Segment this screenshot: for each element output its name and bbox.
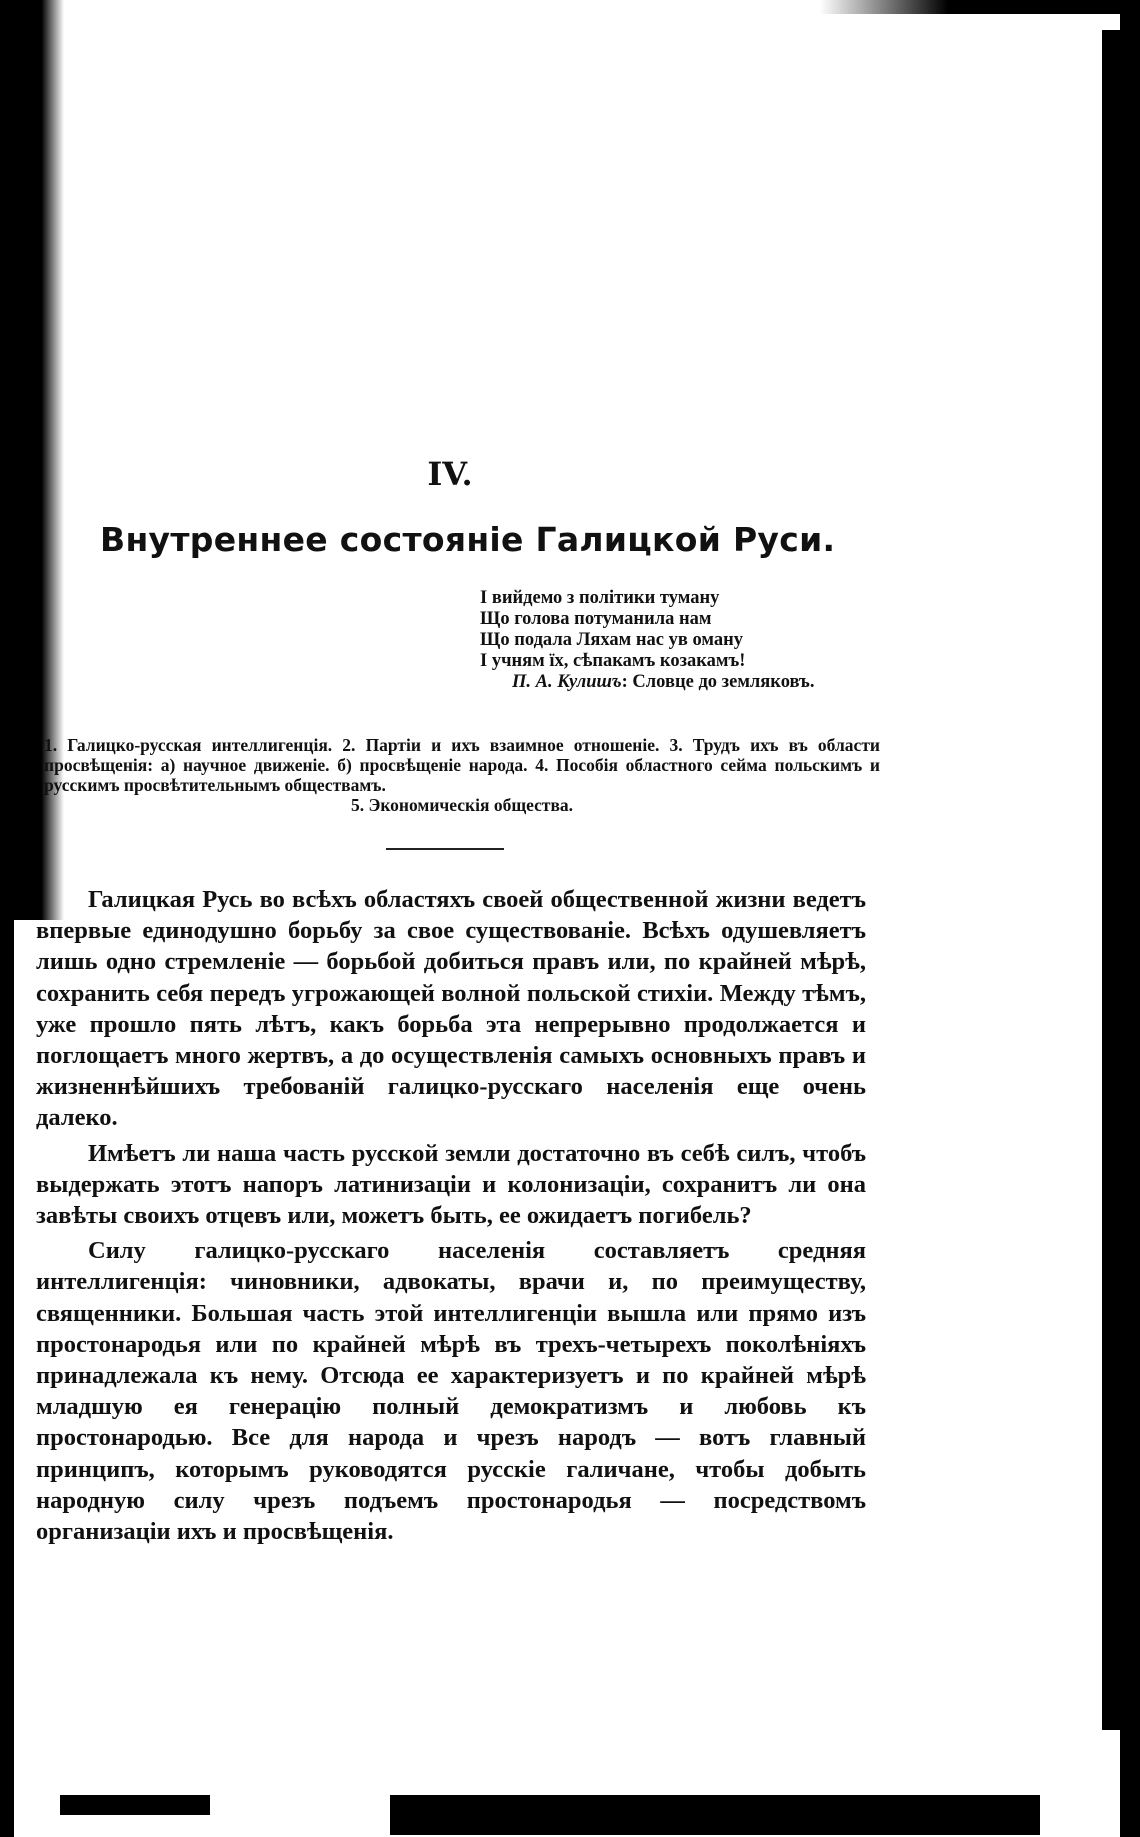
scan-edge-right-inner: [1102, 30, 1120, 1730]
body-paragraph: Имѣетъ ли наша часть русской земли достаточно въ себѣ силъ, чтобъ выдержать этотъ напоръ латинизаціи и колонизаціи, сохранитъ ли она завѣты своихъ отцевъ или, можетъ быть, ее ожидаетъ погибель?: [36, 1139, 866, 1230]
epigraph-line: І вийдемо з політики туману: [480, 588, 720, 608]
epigraph-attribution: [480, 672, 890, 693]
scan-edge-bottom: [390, 1795, 1040, 1835]
scan-edge-bottom-left: [60, 1795, 210, 1815]
body-paragraph: Галицкая Русь во всѣхъ областяхъ своей общественной жизни ведетъ впервые единодушно борьбу за свое существованіе. Всѣхъ одушевляетъ лишь одно стремленіе — борьбой добиться правъ или, по крайней мѣрѣ, сохранить себя передъ угрожающей волной польской стихіи. Между тѣмъ, уже прошло пять лѣтъ, какъ борьба эта непрерывно продолжается и поглощаетъ много жертвъ, а до осуществленія самыхъ основныхъ правъ и жизненнѣйшихъ требованій галицко-русскаго населенія еще очень далеко.: [36, 886, 866, 1132]
chapter-title: Внутреннее состояніе Галицкой Руси.: [100, 520, 836, 559]
scan-edge-left: [0, 0, 14, 1837]
separator-rule: [386, 848, 504, 850]
epigraph-line: Що голова потуманила нам: [480, 609, 712, 629]
chapter-contents: [44, 735, 880, 815]
scan-edge-right: [1120, 0, 1140, 1837]
contents-last-item: 5. Экономическія общества.: [350, 795, 574, 815]
epigraph-line: І учням їх, сѣпакамъ козакамъ!: [480, 651, 746, 671]
epigraph-author: П. А. Кулишъ: [512, 672, 622, 692]
section-number: IV.: [427, 455, 473, 493]
body-text: [36, 884, 866, 1547]
epigraph-line: Що подала Ляхам нас ув оману: [480, 630, 744, 650]
epigraph: [480, 588, 890, 693]
body-paragraph: Силу галицко-русскаго населенія составляетъ средняя интеллигенція: чиновники, адвокаты, врачи и, по преимуществу, священники. Большая часть этой интеллигенціи вышла или прямо изъ простонародья или по крайней мѣрѣ въ трехъ-четырехъ поколѣніяхъ принадлежала къ нему. Отсюда ее характеризуетъ и по крайней мѣрѣ младшую ея генерацію полный демократизмъ и любовь къ простонародью. Все для народа и чрезъ народъ — вотъ главный принципъ, которымъ руководятся русскіе галичане, чтобы добыть народную силу чрезъ подъемъ простонародья — посредствомъ организаціи ихъ и просвѣщенія.: [36, 1237, 866, 1546]
epigraph-work: : Словце до земляковъ.: [621, 672, 815, 692]
scan-edge-top: [820, 0, 1140, 14]
contents-text: 1. Галицко-русская интеллигенція. 2. Партіи и ихъ взаимное отношеніе. 3. Трудъ ихъ въ области просвѣщенія: а) научное движеніе. б) просвѣщеніе народа. 4. Пособія областного сейма польскимъ и русскимъ просвѣтительнымъ обществамъ.: [44, 735, 880, 795]
